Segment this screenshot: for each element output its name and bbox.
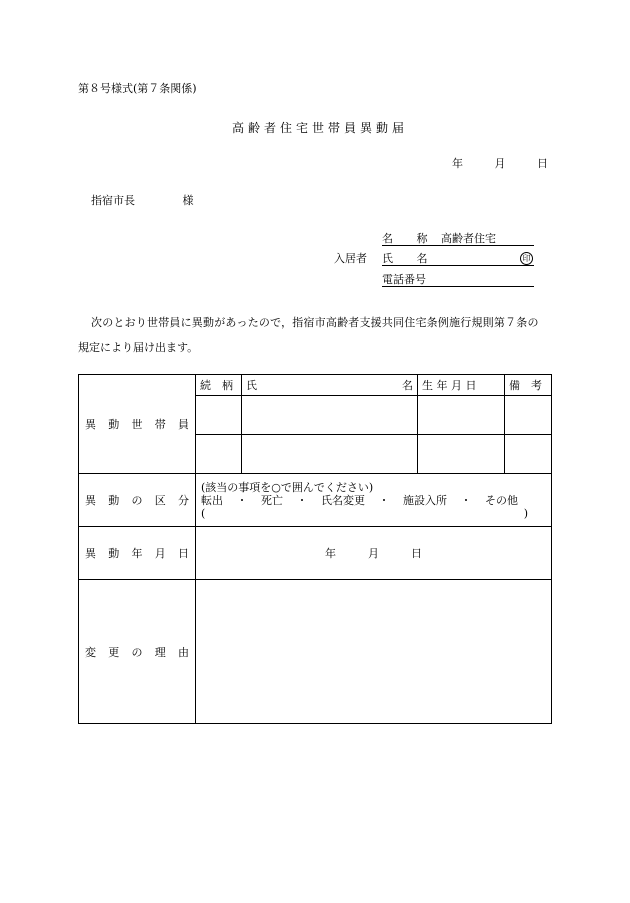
category-instruction: (該当の事項を○で囲んでください) — [201, 480, 374, 494]
date-row-label: 異 動 年 月 日 — [85, 547, 189, 560]
member2-relation-cell[interactable] — [196, 435, 242, 474]
facility-label-b: 称 — [416, 232, 428, 245]
facility-underline — [382, 245, 534, 246]
resident-label-a: 氏 — [382, 252, 393, 265]
body-text-line2: 規定により届け出ます。 — [78, 341, 199, 354]
member2-birthdate-cell[interactable] — [418, 435, 505, 474]
category-options: 転出 ・ 死亡 ・ 氏名変更 ・ 施設入所 ・ その他 — [201, 493, 518, 507]
date-month-label: 月 — [494, 157, 506, 170]
resident-underline — [382, 265, 534, 266]
members-row-label-cell — [79, 375, 196, 474]
phone-label[interactable]: 電話番号 — [382, 273, 426, 286]
member2-remarks-cell[interactable] — [505, 435, 552, 474]
reason-cell[interactable] — [196, 580, 552, 724]
remarks-header: 備 考 — [505, 375, 552, 396]
option-other[interactable]: その他 — [485, 493, 518, 507]
category-row-label: 異 動 の 区 分 — [85, 494, 189, 507]
reason-row-label-cell — [79, 580, 196, 724]
change-month-label: 月 — [368, 547, 379, 560]
date-day-label: 日 — [537, 157, 548, 170]
body-text-line1: 次のとおり世帯員に異動があったので，指宿市高齢者支援共同住宅条例施行規則第７条の — [91, 316, 539, 329]
seal-icon: 印 — [520, 252, 533, 265]
members-row-label: 異 動 世 帯 員 — [85, 418, 189, 431]
resident-name-line[interactable] — [382, 252, 533, 265]
phone-underline — [382, 286, 534, 287]
option-death[interactable]: 死亡 — [261, 493, 283, 507]
resident-label-b: 名 — [416, 252, 428, 265]
option-move-out[interactable]: 転出 — [201, 493, 223, 507]
birthdate-header: 生 年 月 日 — [418, 375, 505, 396]
name-header: 氏 名 — [242, 375, 418, 396]
facility-name-line[interactable] — [382, 232, 533, 245]
member1-relation-cell[interactable] — [196, 396, 242, 435]
submission-date — [452, 157, 548, 170]
addressee — [91, 194, 194, 207]
member1-name-cell[interactable] — [242, 396, 418, 435]
change-form-table — [78, 374, 552, 724]
relation-header: 続 柄 — [196, 375, 242, 396]
member1-remarks-cell[interactable] — [505, 396, 552, 435]
date-row-label-cell — [79, 527, 196, 580]
category-row-label-cell — [79, 474, 196, 527]
applicant-group-label: 入居者 — [334, 252, 367, 265]
change-date-cell[interactable] — [196, 527, 552, 580]
form-number: 第８号様式(第７条関係) — [78, 82, 197, 95]
category-cell — [196, 474, 552, 527]
reason-row-label: 変 更 の 理 由 — [85, 645, 189, 659]
form-title: 高齢者住宅世帯員異動届 — [232, 121, 409, 135]
option-name-change[interactable]: 氏名変更 — [321, 493, 365, 507]
member2-name-cell[interactable] — [242, 435, 418, 474]
member1-birthdate-cell[interactable] — [418, 396, 505, 435]
change-day-label: 日 — [411, 547, 422, 560]
date-year-label: 年 — [452, 157, 463, 170]
facility-name: 高齢者住宅 — [441, 232, 496, 245]
addressee-honorific: 様 — [182, 194, 194, 207]
change-year-label: 年 — [325, 547, 336, 560]
other-detail-field[interactable]: ( ) — [201, 506, 528, 520]
facility-label-a: 名 — [382, 232, 393, 245]
option-facility-admission[interactable]: 施設入所 — [403, 493, 447, 507]
addressee-name: 指宿市長 — [91, 194, 135, 207]
